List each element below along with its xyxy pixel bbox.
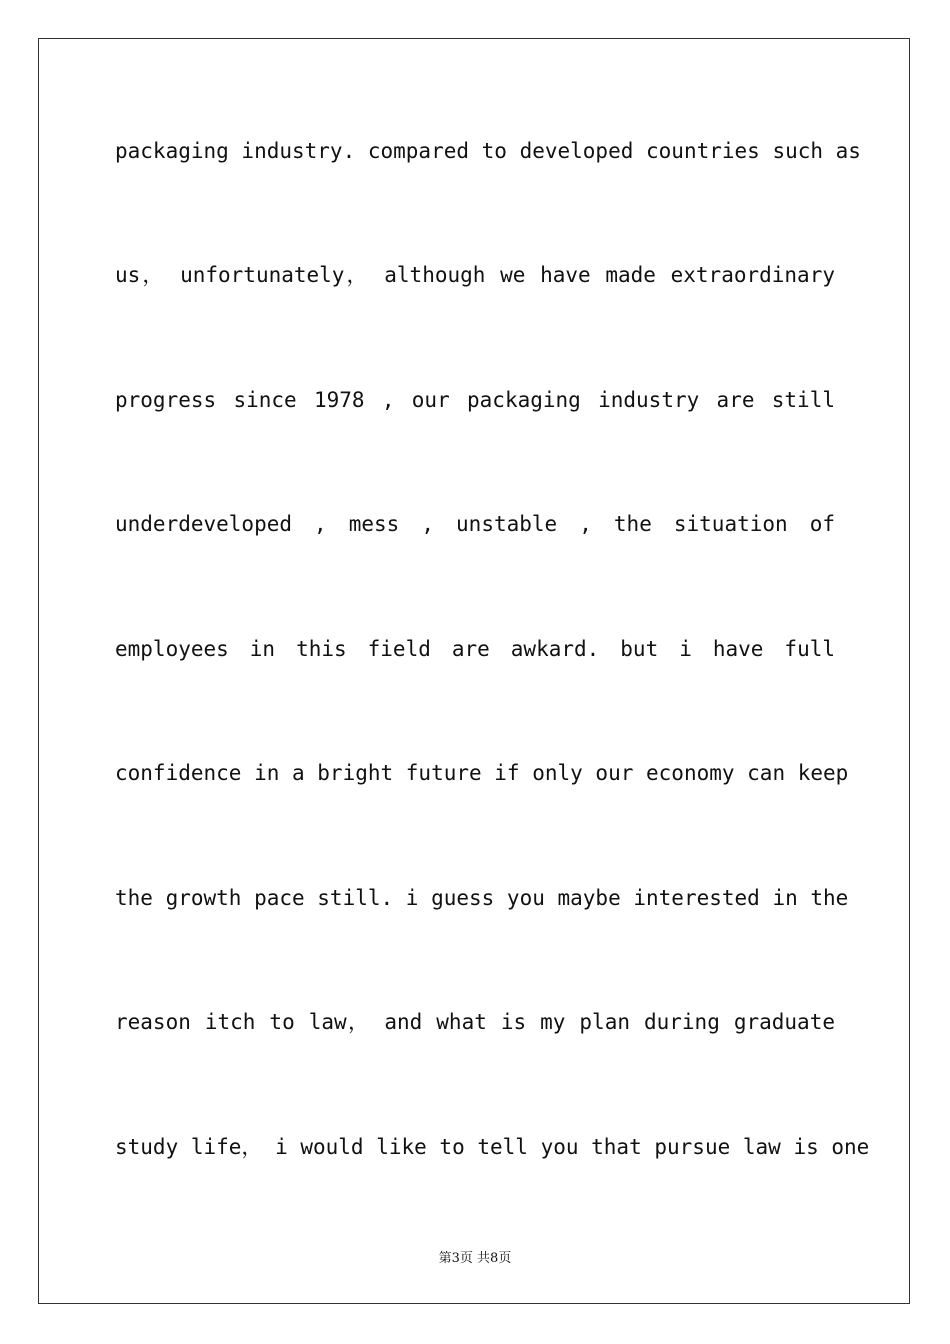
text-line: employees in this field are awkard. but i have full bbox=[115, 637, 835, 661]
text-line: confidence in a bright future if only our economy can keep bbox=[115, 761, 849, 785]
page-border bbox=[38, 38, 910, 1304]
text-line: study life， i would like to tell you that pursue law is one bbox=[115, 1135, 870, 1159]
text-line: the growth pace still. i guess you maybe interested in the bbox=[115, 886, 849, 910]
text-line: us， unfortunately， although we have made extraordinary bbox=[115, 263, 835, 287]
text-line: underdeveloped , mess , unstable , the situation of bbox=[115, 512, 835, 536]
text-line: packaging industry. compared to developed countries such as bbox=[115, 139, 861, 163]
text-line: reason itch to law， and what is my plan during graduate bbox=[115, 1010, 835, 1034]
page-number: 第3页 共8页 bbox=[438, 1251, 512, 1266]
text-line: progress since 1978 , our packaging industry are still bbox=[115, 388, 835, 412]
